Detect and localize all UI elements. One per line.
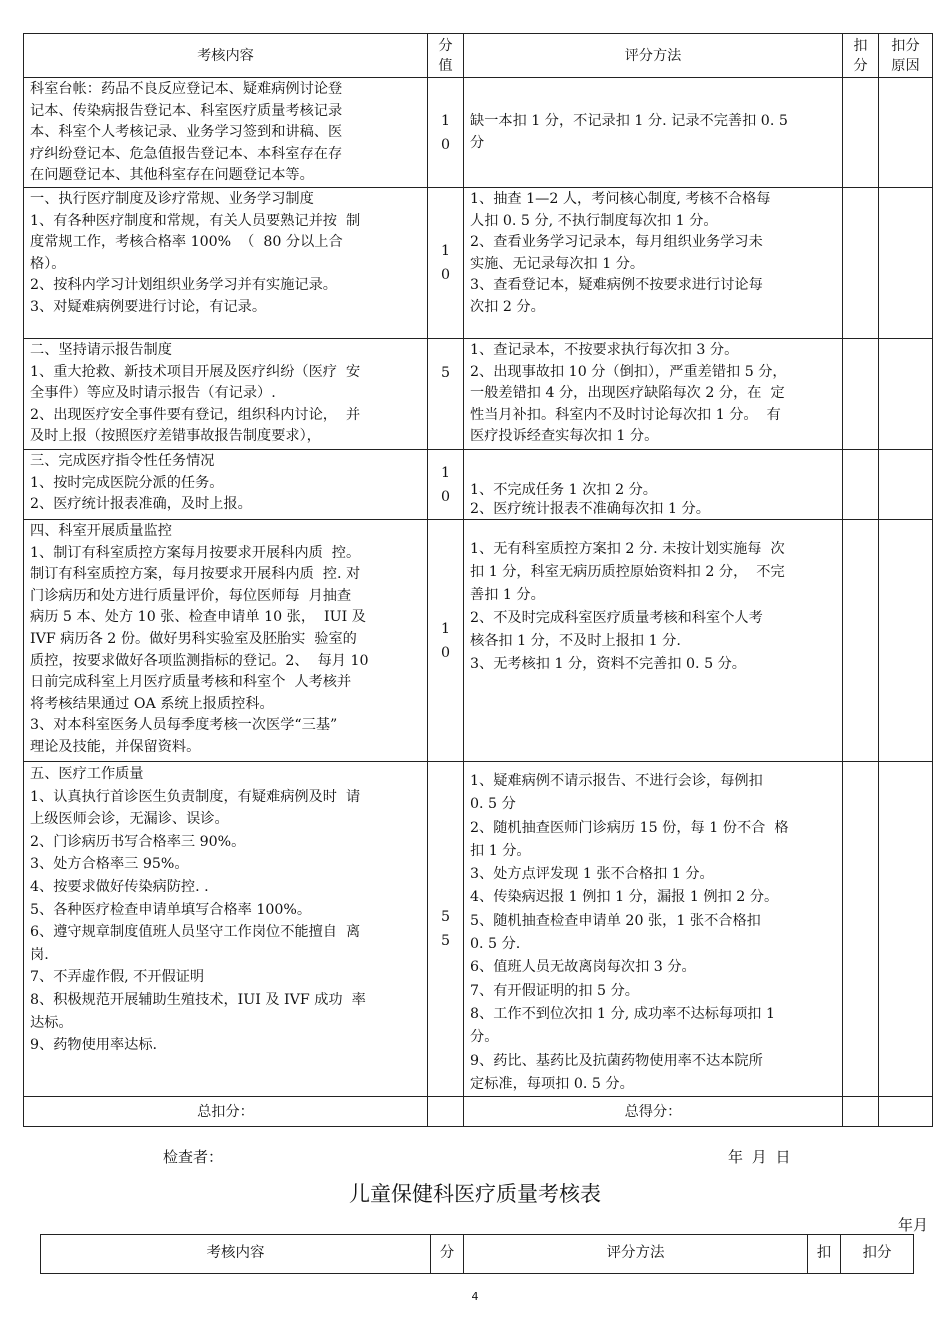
row-score: 5 5 (428, 762, 464, 1097)
row-method: 1、查记录本，不按要求执行每次扣 3 分。 2、出现事故扣 10 分（倒扣），严重差错扣 5 分， 一般差错扣 4 分，出现医疗缺陷每次 2 分，在 定 性当月补扣。科室内不及时讨论每次扣 1 分。 有 医疗投诉经查实每次扣 1 分。 (464, 339, 843, 450)
total-reason-cell (879, 1097, 933, 1127)
row-deduct (843, 520, 879, 762)
year-month-label: 年月 (898, 1216, 929, 1234)
row-reason (879, 188, 933, 339)
row-method: 缺一本扣 1 分，不记录扣 1 分. 记录不完善扣 0. 5 分 (464, 78, 843, 188)
row-content: 科室台帐：药品不良反应登记本、疑难病例讨论登 记本、传染病报告登记本、科室医疗质量考核记录 本、科室个人考核记录、业务学习签到和讲稿、医 疗纠纷登记本、危急值报告登记本、本科室存在存 在问题登记本、其他科室存在问题登记本等。 (24, 78, 428, 188)
row-reason (879, 339, 933, 450)
row-reason (879, 78, 933, 188)
row-deduct (843, 450, 879, 520)
row-content: 四、科室开展质量监控 1、制订有科室质控方案每月按要求开展科内质 控。 制订有科室质控方案，每月按要求开展科内质 控. 对 门诊病历和处方进行质量评价，每位医师每 月抽查 病历 5 本、处方 10 张、检查申请单 10 张， IUI 及 IVF 病历各 2 份。做好男科实验室及胚胎实 验室的 质控，按要求做好各项监测指标的登记。2、 每月 10 日前完成科室上月医疗质量考核和科室个 人考核并 将考核结果通过 OA 系统上报质控科。 3、对本科室医务人员每季度考核一次医学“三基” 理论及技能，并保留资料。 (24, 520, 428, 762)
table-row (24, 450, 933, 520)
total-deduct-cell (843, 1097, 879, 1127)
row-reason (879, 520, 933, 762)
row-score: 1 0 (428, 78, 464, 188)
row-method: 1、无有科室质控方案扣 2 分. 未按计划实施每 次 扣 1 分，科室无病历质控原始资料扣 2 分， 不完 善扣 1 分。 2、不及时完成科室医疗质量考核和科室个人考 核各扣 1 分，不及时上报扣 1 分. 3、无考核扣 1 分，资料不完善扣 0. 5 分。 (464, 520, 843, 762)
header-reason: 扣分 (841, 1235, 914, 1274)
row-method: 1、疑难病例不请示报告、不进行会诊，每例扣 0. 5 分 2、随机抽查医师门诊病历 15 份，每 1 份不合 格 扣 1 分。 3、处方点评发现 1 张不合格扣 1 分。 4、传染病迟报 1 例扣 1 分，漏报 1 例扣 2 分。 5、随机抽查检查申请单 20 张，1 张不合格扣 0. 5 分. 6、值班人员无故离岗每次扣 3 分。 7、有开假证明的扣 5 分。 8、工作不到位次扣 1 分, 成功率不达标每项扣 1 分。 9、药比、基药比及抗菌药物使用率不达本院所 定标准，每项扣 0. 5 分。 (464, 762, 843, 1097)
row-method: 1、抽查 1—2 人，考问核心制度, 考核不合格每 人扣 0. 5 分, 不执行制度每次扣 1 分。 2、查看业务学习记录本，每月组织业务学习未 实施、无记录每次扣 1 分。 3、查看登记本，疑难病例不按要求进行讨论每 次扣 2 分。 (464, 188, 843, 339)
total-deduct-value (428, 1097, 464, 1127)
header-score: 分 (431, 1235, 464, 1274)
header-method: 评分方法 (464, 34, 843, 78)
row-score: 1 0 (428, 450, 464, 520)
row-content: 一、执行医疗制度及诊疗常规、业务学习制度 1、有各种医疗制度和常规，有关人员要熟记并按 制 度常规工作，考核合格率 100% （ 80 分以上合 格）。 2、按科内学习计划组织业务学习并有实施记录。 3、对疑难病例要进行讨论，有记录。 (24, 188, 428, 339)
page-number: 4 (471, 1290, 479, 1303)
table-row (24, 520, 933, 762)
row-score: 5 (428, 339, 464, 450)
row-deduct (843, 339, 879, 450)
row-reason (879, 762, 933, 1097)
header-reason: 扣分 原因 (879, 34, 933, 78)
row-score: 1 0 (428, 520, 464, 762)
row-content: 五、医疗工作质量 1、认真执行首诊医生负责制度，有疑难病例及时 请 上级医师会诊，无漏诊、误诊。 2、门诊病历书写合格率三 90%。 3、处方合格率三 95%。 4、按要求做好传染病防控. . 5、各种医疗检查申请单填写合格率 100%。 6、遵守规章制度值班人员坚守工作岗位不能擅自 离 岗. 7、不弄虚作假, 不开假证明 8、积极规范开展辅助生殖技术，IUI 及 IVF 成功 率 达标。 9、药物使用率达标. (24, 762, 428, 1097)
checker-label: 检查者： (163, 1148, 224, 1166)
table-row (24, 339, 933, 450)
table-row (24, 762, 933, 1097)
total-score-label: 总得分： (464, 1097, 843, 1127)
second-form-table (40, 1234, 914, 1274)
second-form-title: 儿童保健科医疗质量考核表 (349, 1182, 601, 1206)
row-deduct (843, 188, 879, 339)
total-row (24, 1097, 933, 1127)
header-score: 分 值 (428, 34, 464, 78)
assessment-table (23, 33, 933, 1127)
header-deduct: 扣 (808, 1235, 841, 1274)
row-content: 三、完成医疗指令性任务情况 1、按时完成医院分派的任务。 2、医疗统计报表准确，及时上报。 (24, 450, 428, 520)
date-label: 年 月 日 (728, 1148, 791, 1166)
row-deduct (843, 78, 879, 188)
row-score: 1 0 (428, 188, 464, 339)
header-deduct: 扣 分 (843, 34, 879, 78)
row-content: 二、坚持请示报告制度 1、重大抢救、新技术项目开展及医疗纠纷（医疗 安 全事件）等应及时请示报告（有记录）. 2、出现医疗安全事件要有登记，组织科内讨论， 并 及时上报（按照医疗差错事故报告制度要求）， (24, 339, 428, 450)
row-method: 1、不完成任务 1 次扣 2 分。 2、医疗统计报表不准确每次扣 1 分。 (464, 450, 843, 520)
header-method: 评分方法 (464, 1235, 808, 1274)
table-row (24, 78, 933, 188)
header-content: 考核内容 (41, 1235, 431, 1274)
row-deduct (843, 762, 879, 1097)
row-reason (879, 450, 933, 520)
total-deduct-label: 总扣分： (24, 1097, 428, 1127)
header-content: 考核内容 (24, 34, 428, 78)
table-row (24, 188, 933, 339)
